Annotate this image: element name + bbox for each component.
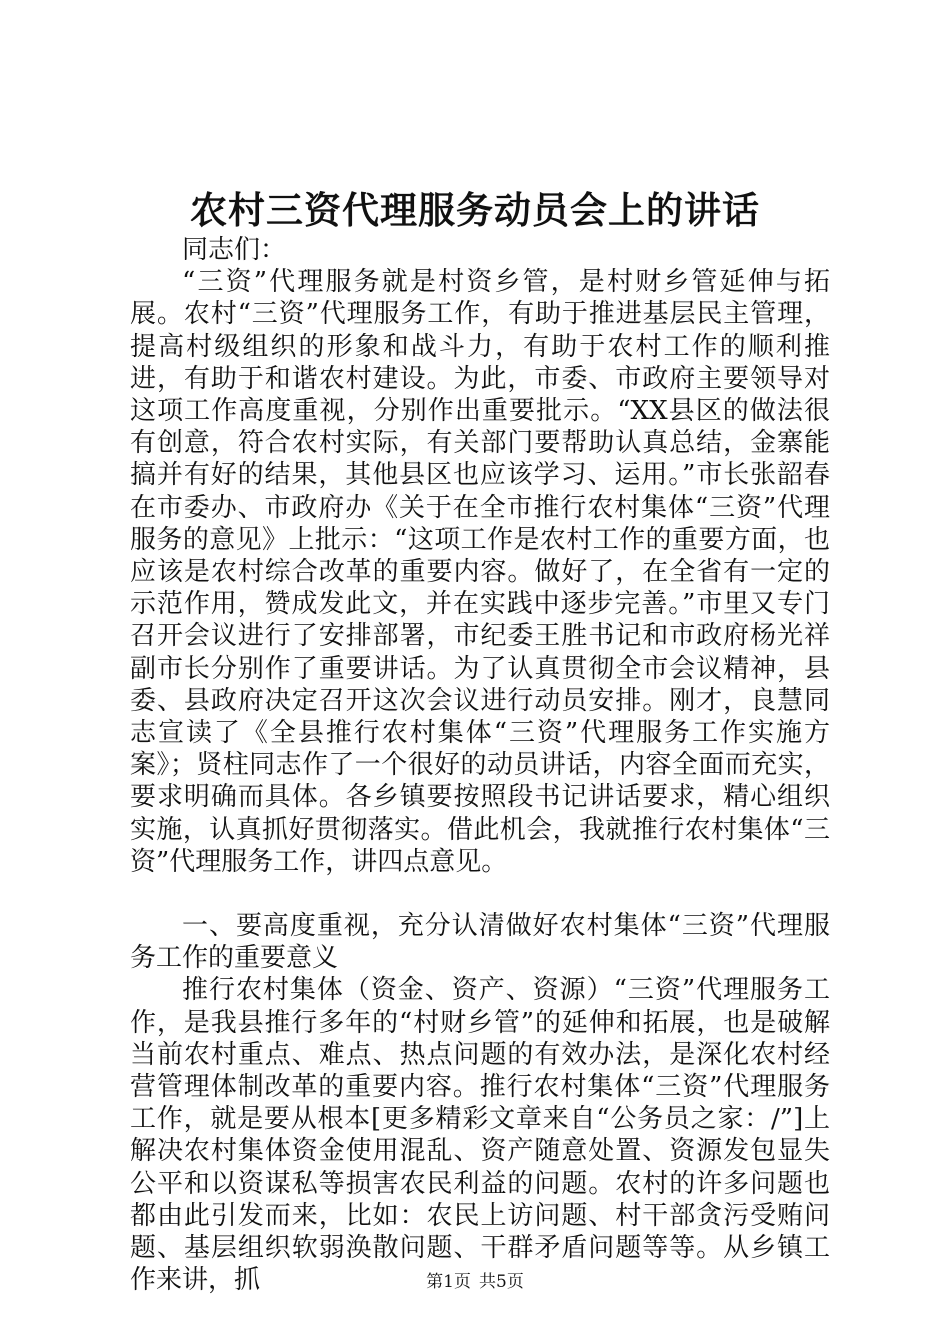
paragraph-section-1: 推行农村集体（资金、资产、资源）“三资”代理服务工作，是我县推行多年的“村财乡管”的延伸和拓展，也是破解当前农村重点、难点、热点问题的有效办法，是深化农村经营管理体制改革的重要内容。推行农村集体“三资”代理服务工作，就是要从根本[更多精彩文章来自“公务员之家：/”]上解决农村集体资金使用混乱、资产随意处置、资源发包显失公平和以资谋私等损害农民利益的问题。农村的许多问题也都由此引发而来，比如：农民上访问题、村干部贪污受贿问题、基层组织软弱涣散问题、干群矛盾问题等等。从乡镇工作来讲，抓: [130, 975, 830, 1296]
salutation: 同志们：: [182, 235, 287, 265]
paragraph-gap: [130, 878, 830, 910]
section-heading-1: 一、要高度重视，充分认清做好农村集体“三资”代理服务工作的重要意义: [130, 911, 830, 974]
document-body: [130, 234, 830, 1297]
paragraph-intro: “三资”代理服务就是村资乡管，是村财乡管延伸与拓展。农村“三资”代理服务工作，有助于推进基层民主管理，提高村级组织的形象和战斗力，有助于农村工作的顺利推进，有助于和谐农村建设。为此，市委、市政府主要领导对这项工作高度重视，分别作出重要批示。“XX县区的做法很有创意，符合农村实际，有关部门要帮助认真总结，金寨能搞并有好的结果，其他县区也应该学习、运用。”市长张韶春在市委办、市政府办《关于在全市推行农村集体“三资”代理服务的意见》上批示：“这项工作是农村工作的重要方面，也应该是农村综合改革的重要内容。做好了，在全省有一定的示范作用，赞成发此文，并在实践中逐步完善。”市里又专门召开会议进行了安排部署，市纪委王胜书记和市政府杨光祥副市长分别作了重要讲话。为了认真贯彻全市会议精神，县委、县政府决定召开这次会议进行动员安排。刚才，良慧同志宣读了《全县推行农村集体“三资”代理服务工作实施方案》；贤柱同志作了一个很好的动员讲话，内容全面而充实，要求明确而具体。各乡镇要按照段书记讲话要求，精心组织实施，认真抓好贯彻落实。借此机会，我就推行农村集体“三资”代理服务工作，讲四点意见。: [130, 267, 830, 877]
page-number: 第1页: [426, 1272, 471, 1292]
page-total: 共5页: [479, 1272, 524, 1292]
document-title: 农村三资代理服务动员会上的讲话: [190, 188, 760, 232]
page-footer: [0, 1270, 950, 1294]
